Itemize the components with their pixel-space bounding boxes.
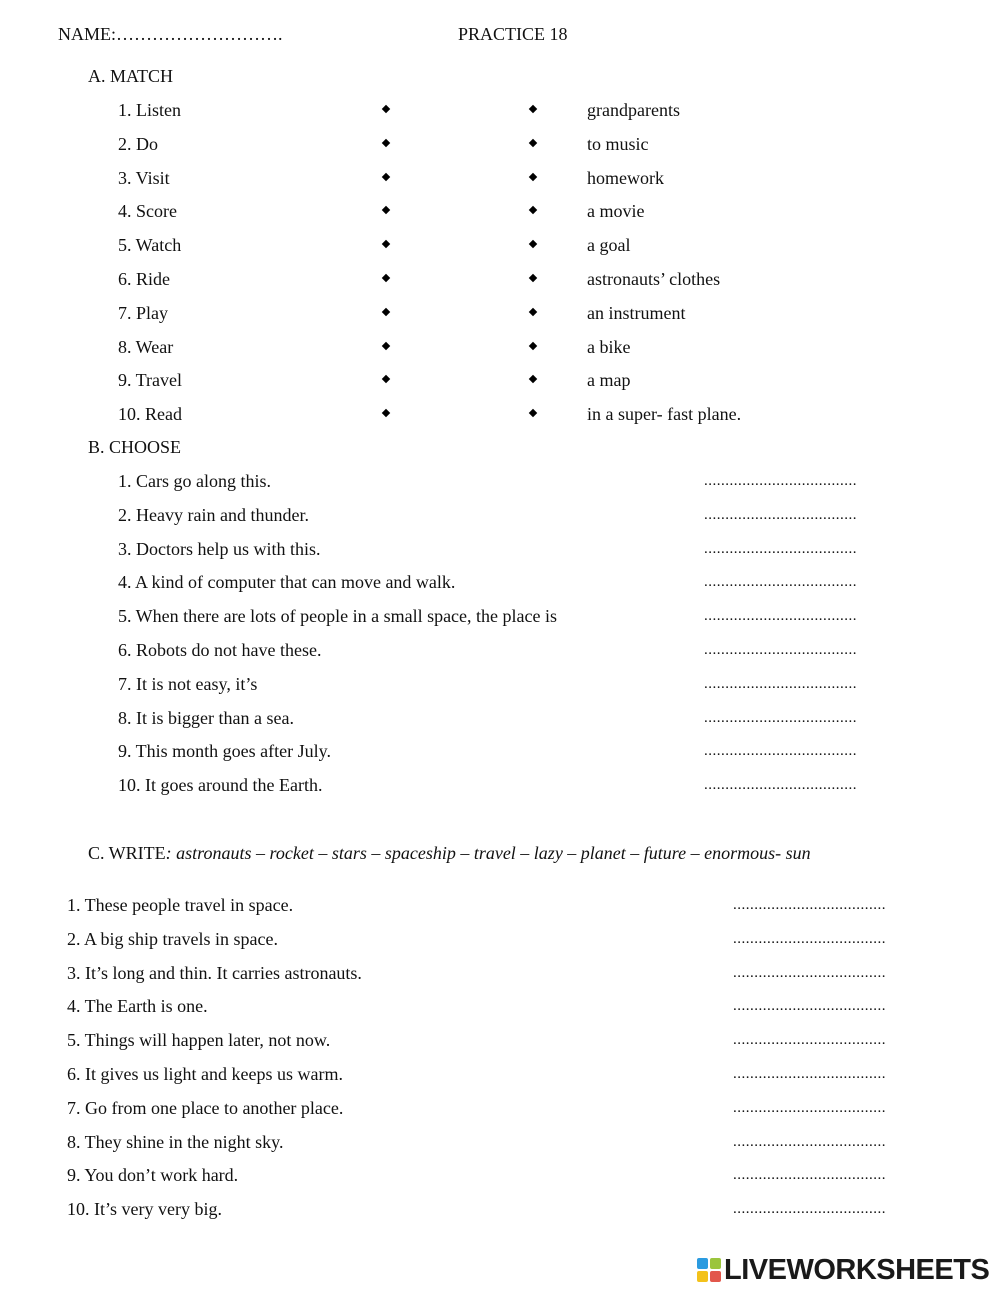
section-c-heading: C. WRITE	[88, 843, 166, 863]
write-question: 6. It gives us light and keeps us warm.	[67, 1064, 343, 1084]
answer-blank[interactable]: ....................................	[704, 574, 857, 591]
page-title: PRACTICE 18	[458, 24, 568, 44]
match-dot-right[interactable]	[529, 105, 537, 113]
match-dot-left[interactable]	[382, 139, 390, 147]
match-dot-left[interactable]	[382, 206, 390, 214]
write-question: 10. It’s very very big.	[67, 1199, 222, 1220]
choose-question: 3. Doctors help us with this.	[118, 538, 321, 559]
write-question: 7. Go from one place to another place.	[67, 1097, 344, 1118]
answer-blank[interactable]: ....................................	[704, 777, 857, 794]
answer-blank[interactable]: ....................................	[733, 1099, 886, 1116]
write-question: 4. The Earth is one.	[67, 996, 208, 1017]
match-dot-right[interactable]	[529, 375, 537, 383]
match-dot-right[interactable]	[529, 240, 537, 248]
section-c-heading-line	[88, 842, 811, 864]
match-dot-left[interactable]	[382, 105, 390, 113]
match-dot-left[interactable]	[382, 375, 390, 383]
choose-question: 4. A kind of computer that can move and walk.	[118, 572, 456, 593]
choose-question: 9. This month goes after July.	[118, 741, 331, 762]
match-dot-left[interactable]	[382, 308, 390, 316]
section-b-heading: B. CHOOSE	[88, 437, 182, 457]
write-question: 1. These people travel in space.	[67, 895, 294, 915]
match-dot-right[interactable]	[529, 274, 537, 282]
choose-question: 5. When there are lots of people in a small space, the place is	[118, 606, 558, 627]
match-right-item: an instrument	[587, 302, 686, 323]
write-question: 5. Things will happen later, not now.	[67, 1030, 331, 1051]
match-left-item: 8. Wear	[118, 336, 174, 357]
match-dot-right[interactable]	[529, 172, 537, 180]
answer-blank[interactable]: ....................................	[704, 709, 857, 726]
choose-question: 7. It is not easy, it’s	[118, 673, 258, 694]
match-left-item: 9. Travel	[118, 370, 183, 391]
match-dot-right[interactable]	[529, 206, 537, 214]
answer-blank[interactable]: ....................................	[733, 1133, 886, 1150]
match-left-item: 3. Visit	[118, 167, 170, 188]
match-left-item: 4. Score	[118, 201, 177, 222]
match-dot-left[interactable]	[382, 172, 390, 180]
answer-blank[interactable]: ....................................	[733, 930, 886, 947]
choose-question: 1. Cars go along this.	[118, 471, 271, 491]
logo-icon	[697, 1258, 721, 1282]
brand-name: LIVEWORKSHEETS	[724, 1254, 990, 1286]
match-left-item: 7. Play	[118, 302, 169, 323]
match-right-item: homework	[587, 167, 664, 188]
match-left-item: 5. Watch	[118, 235, 182, 256]
match-right-item: grandparents	[587, 100, 680, 120]
match-right-item: a bike	[587, 336, 631, 357]
match-right-item: astronauts’ clothes	[587, 269, 721, 289]
match-dot-right[interactable]	[529, 139, 537, 147]
choose-question: 6. Robots do not have these.	[118, 640, 322, 660]
answer-blank[interactable]: ....................................	[704, 743, 857, 760]
write-question: 2. A big ship travels in space.	[67, 928, 278, 949]
answer-blank[interactable]: ....................................	[733, 1066, 886, 1082]
name-field-label: NAME:……………………….	[58, 24, 283, 44]
choose-question: 8. It is bigger than a sea.	[118, 707, 294, 728]
choose-question: 2. Heavy rain and thunder.	[118, 504, 309, 525]
answer-blank[interactable]: ....................................	[733, 1201, 886, 1218]
choose-question: 10. It goes around the Earth.	[118, 775, 323, 796]
answer-blank[interactable]: ....................................	[733, 1032, 886, 1049]
match-left-item: 2. Do	[118, 133, 158, 154]
match-dot-left[interactable]	[382, 341, 390, 349]
match-right-item: a map	[587, 370, 631, 391]
match-left-item: 10. Read	[118, 404, 182, 425]
match-right-item: in a super- fast plane.	[587, 404, 742, 425]
answer-blank[interactable]: ....................................	[733, 897, 886, 913]
answer-blank[interactable]: ....................................	[704, 642, 857, 658]
match-dot-right[interactable]	[529, 308, 537, 316]
answer-blank[interactable]: ....................................	[733, 964, 886, 981]
match-right-item: to music	[587, 133, 649, 154]
answer-blank[interactable]: ....................................	[733, 998, 886, 1015]
write-question: 9. You don’t work hard.	[67, 1165, 239, 1186]
match-left-item: 6. Ride	[118, 269, 170, 289]
match-dot-left[interactable]	[382, 409, 390, 417]
answer-blank[interactable]: ....................................	[704, 506, 857, 523]
write-question: 8. They shine in the night sky.	[67, 1131, 284, 1152]
match-dot-left[interactable]	[382, 274, 390, 282]
answer-blank[interactable]: ....................................	[733, 1167, 886, 1184]
match-dot-left[interactable]	[382, 240, 390, 248]
write-question: 3. It’s long and thin. It carries astronauts.	[67, 962, 362, 983]
answer-blank[interactable]: ....................................	[704, 608, 857, 625]
match-dot-right[interactable]	[529, 409, 537, 417]
answer-blank[interactable]: ....................................	[704, 540, 857, 557]
match-right-item: a movie	[587, 201, 645, 222]
match-dot-right[interactable]	[529, 341, 537, 349]
match-right-item: a goal	[587, 235, 631, 256]
answer-blank[interactable]: ....................................	[704, 675, 857, 692]
match-left-item: 1. Listen	[118, 100, 181, 120]
section-a-heading: A. MATCH	[88, 66, 174, 86]
word-bank: : astronauts – rocket – stars – spaceship – travel – lazy – planet – future – enormous- sun	[165, 843, 811, 863]
answer-blank[interactable]: ....................................	[704, 473, 857, 489]
